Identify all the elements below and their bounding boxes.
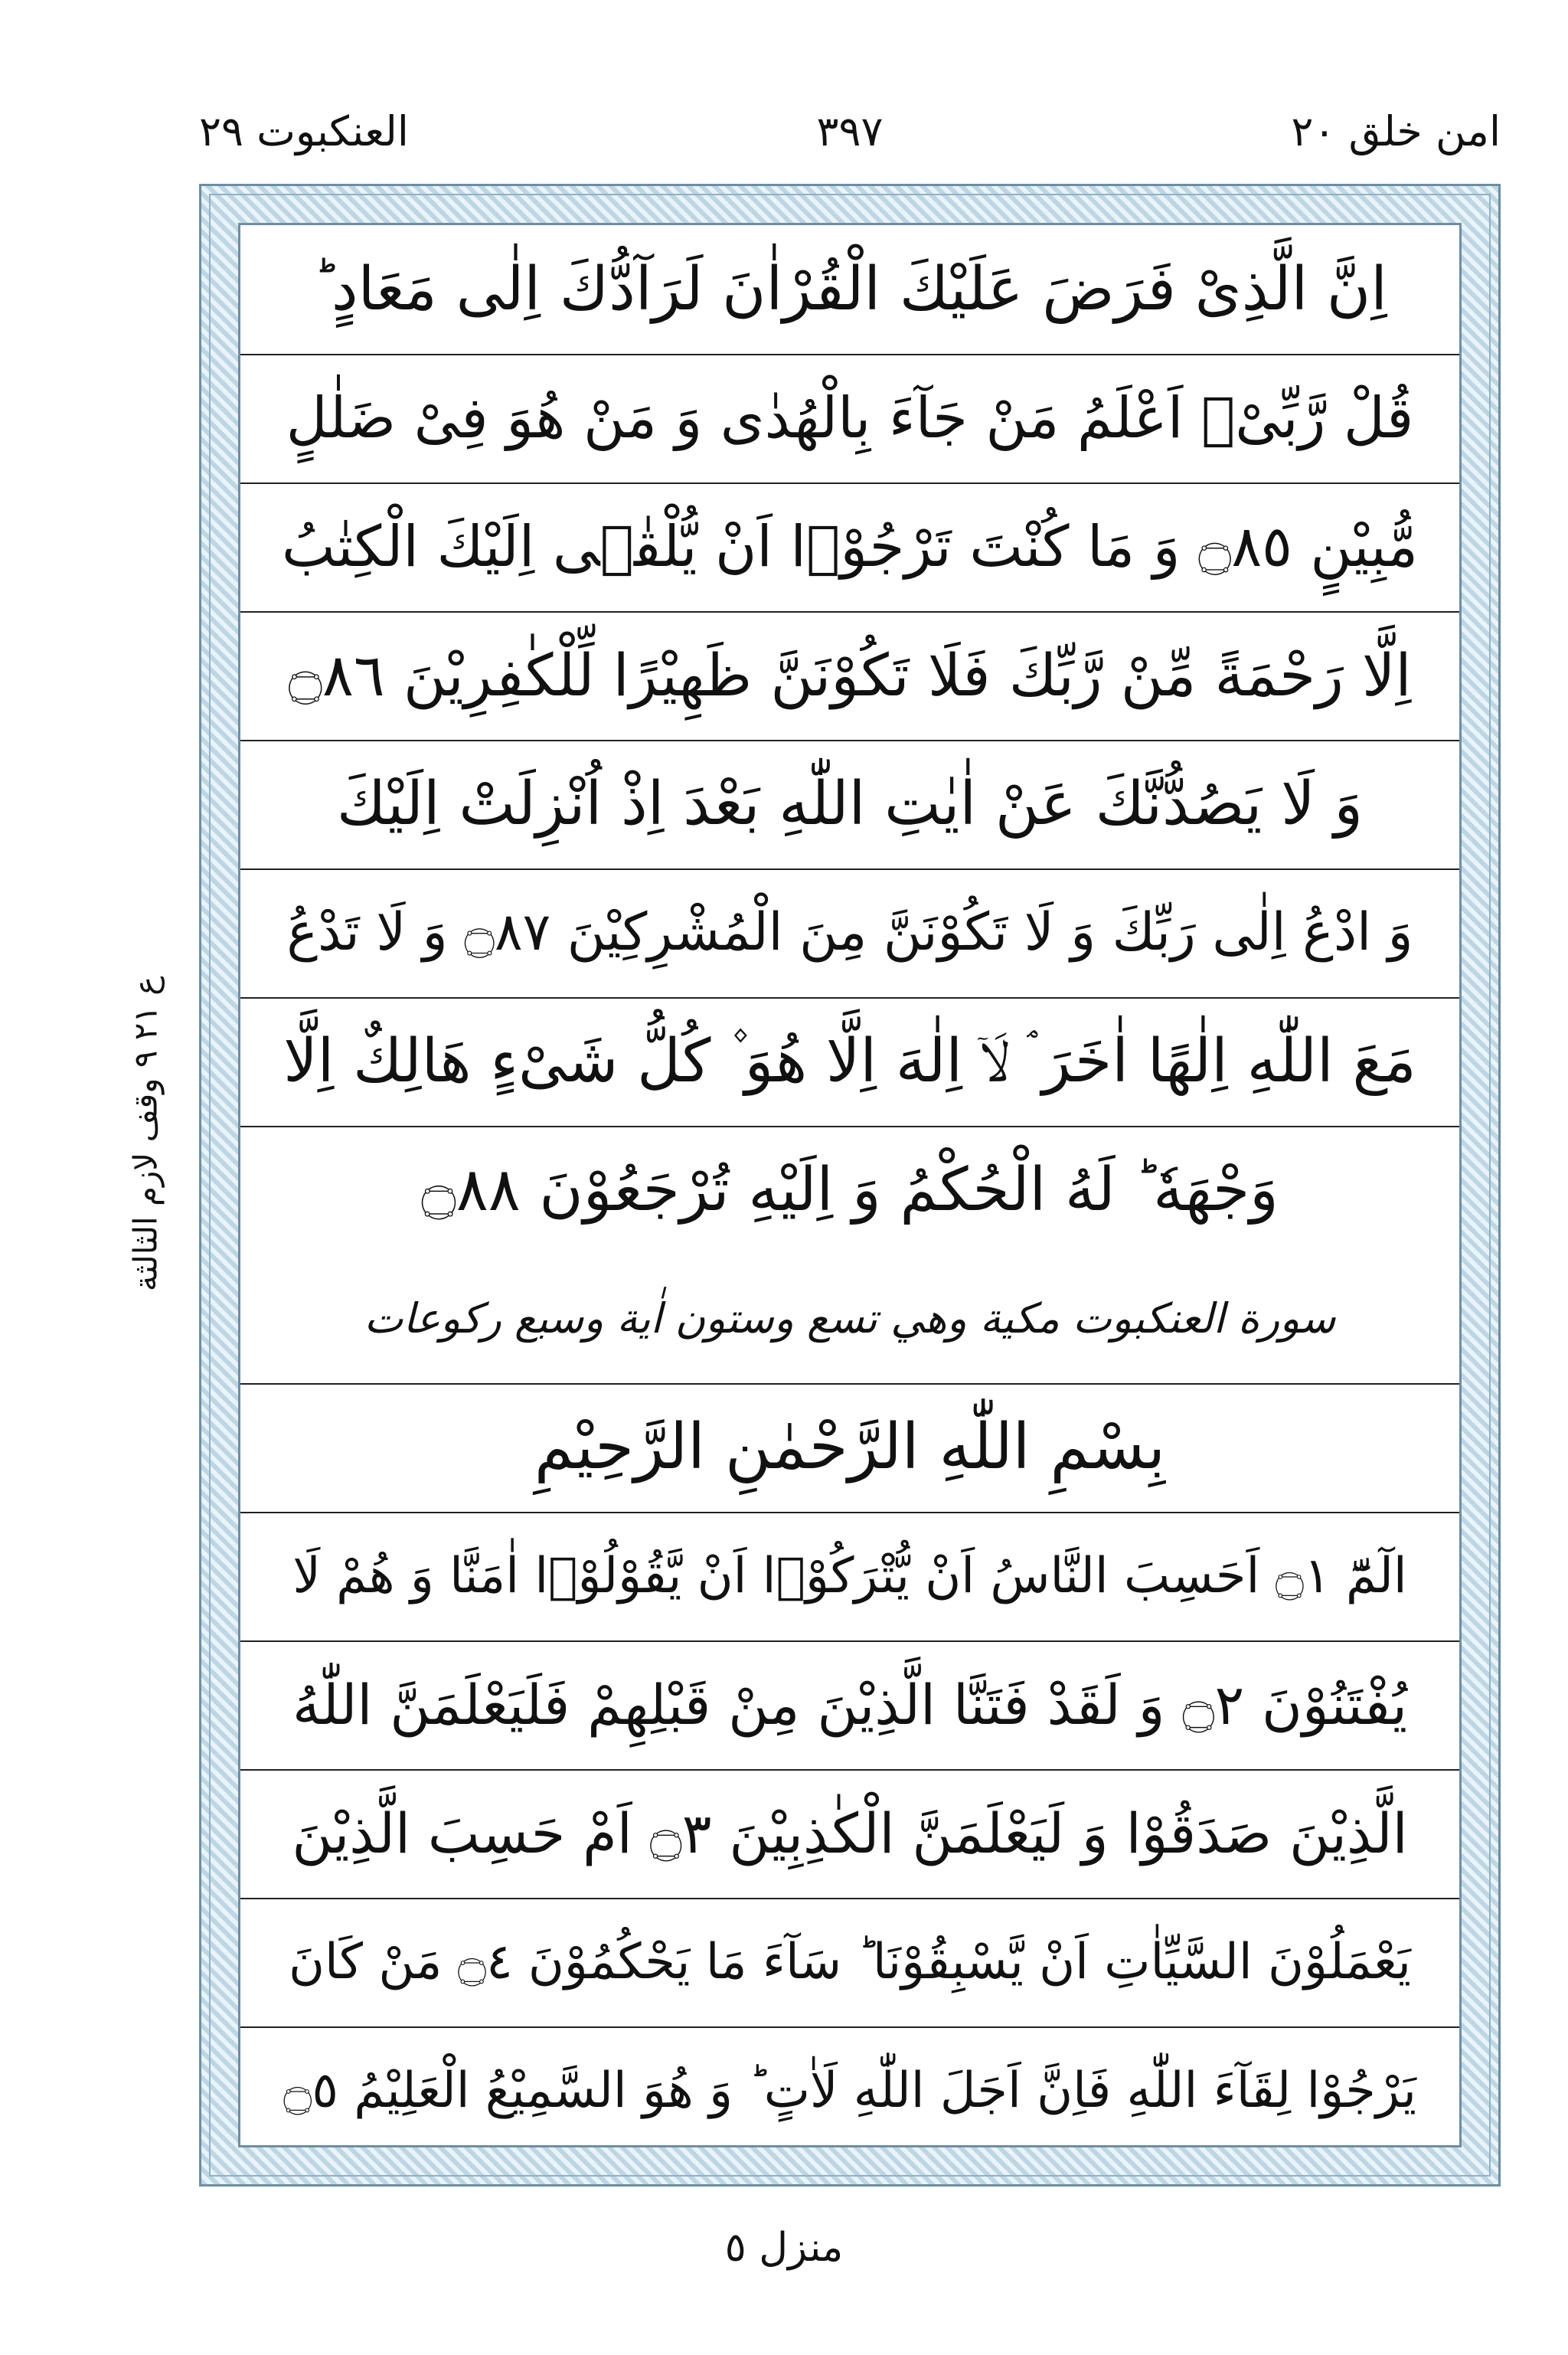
verse-line: اِلَّا رَحْمَةً مِّنْ رَّبِّكَ فَلَا تَكُوْنَنَّ ظَهِیْرًا لِّلْكٰفِرِیْنَ ۝٨٦ bbox=[240, 611, 1459, 741]
margin-note: ع ٢١ ٩ وقف لازم الثالثة bbox=[126, 976, 165, 1291]
text-area bbox=[238, 223, 1462, 2147]
juz-label: امن خلق ٢٠ bbox=[1291, 107, 1501, 155]
verse-line: وَجْهَهٗ ؕ لَهُ الْحُكْمُ وَ اِلَیْهِ تُرْجَعُوْنَ ۝٨٨ bbox=[240, 1126, 1459, 1256]
page-number: ٣٩٧ bbox=[816, 107, 884, 155]
verse-line: اِنَّ الَّذِیْ فَرَضَ عَلَیْكَ الْقُرْاٰنَ لَرَآدُّكَ اِلٰى مَعَادٍ ؕ bbox=[240, 225, 1459, 355]
basmala: بِسْمِ اللّٰهِ الرَّحْمٰنِ الرَّحِیْمِ bbox=[240, 1383, 1459, 1513]
surah-label: العنكبوت ٢٩ bbox=[199, 107, 409, 155]
verse-line: مُّبِیْنٍ ۝٨٥ وَ مَا كُنْتَ تَرْجُوْۤا اَنْ یُّلْقٰۤى اِلَیْكَ الْكِتٰبُ bbox=[240, 482, 1459, 613]
verse-line: مَعَ اللّٰهِ اِلٰهًا اٰخَرَ ۘ لَاۤ اِلٰهَ اِلَّا هُوَ ۫ كُلُّ شَیْءٍ هَالِكٌ اِلَّا bbox=[240, 997, 1459, 1127]
verse-line: الٓمّٓ ۝١ اَحَسِبَ النَّاسُ اَنْ یُّتْرَكُوْۤا اَنْ یَّقُوْلُوْۤا اٰمَنَّا وَ هُمْ لَا bbox=[240, 1512, 1459, 1642]
verse-line: یَرْجُوْا لِقَآءَ اللّٰهِ فَاِنَّ اَجَلَ اللّٰهِ لَاٰتٍ ؕ وَ هُوَ السَّمِیْعُ الْعَلِیْمُ ۝٥ bbox=[283, 2062, 1416, 2119]
surah-heading: سورة العنكبوت مكية وهي تسع وستون اٰية وسبع ركوعات bbox=[240, 1254, 1459, 1385]
verse-line: وَ لَا یَصُدُّنَّكَ عَنْ اٰیٰتِ اللّٰهِ بَعْدَ اِذْ اُنْزِلَتْ اِلَیْكَ bbox=[240, 740, 1459, 870]
verse-line: یَعْمَلُوْنَ السَّیِّاٰتِ اَنْ یَّسْبِقُوْنَا ؕ سَآءَ مَا یَحْكُمُوْنَ ۝٤ مَنْ كَانَ bbox=[240, 1898, 1459, 2028]
verse-line: وَ ادْعُ اِلٰى رَبِّكَ وَ لَا تَكُوْنَنَّ مِنَ الْمُشْرِكِیْنَ ۝٨٧ وَ لَا تَدْعُ bbox=[240, 868, 1459, 999]
page-header bbox=[199, 107, 1501, 168]
verse-line: الَّذِیْنَ صَدَقُوْا وَ لَیَعْلَمَنَّ الْكٰذِبِیْنَ ۝٣ اَمْ حَسِبَ الَّذِیْنَ bbox=[240, 1769, 1459, 1899]
ornamental-border bbox=[199, 184, 1501, 2187]
verse-line: قُلْ رَّبِّیْۤ اَعْلَمُ مَنْ جَآءَ بِالْهُدٰى وَ مَنْ هُوَ فِیْ ضَلٰلٍ bbox=[240, 354, 1459, 484]
manzil-footer: منزل ٥ bbox=[724, 2225, 844, 2271]
verse-line: یُفْتَنُوْنَ ۝٢ وَ لَقَدْ فَتَنَّا الَّذِیْنَ مِنْ قَبْلِهِمْ فَلَیَعْلَمَنَّ اللّٰهُ bbox=[240, 1640, 1459, 1771]
